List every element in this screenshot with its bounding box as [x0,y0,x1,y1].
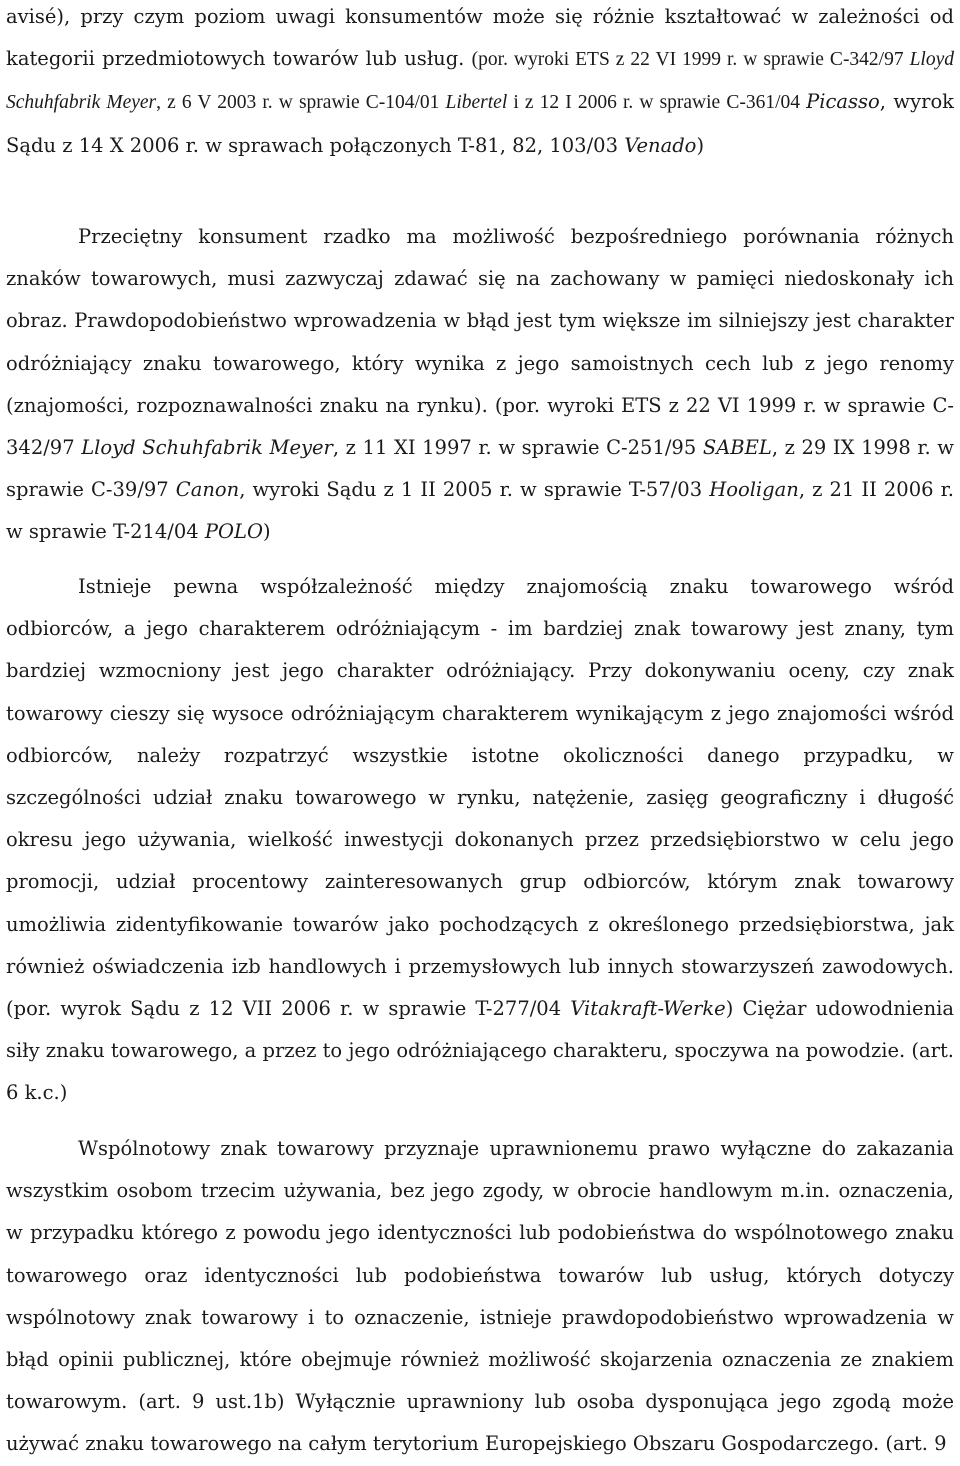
text-run: ) Ciężar udowodnienia siły znaku towarowego, a przez to jego odróżniającego charakteru, spoczywa na powodzie. (art. 6 k.c.) [6,997,954,1105]
case-name: SABEL [702,436,772,460]
paragraph-average-consumer [6,216,954,554]
case-name: Lloyd Schuhfabrik Meyer [81,436,333,460]
case-name: Libertel [445,92,508,114]
paragraph-recognition-distinctiveness [6,566,954,1115]
text-run: , z 11 XI 1997 r. w sprawie C-251/95 [332,436,703,460]
text-run: ) [696,133,705,157]
case-name: Canon [175,478,240,502]
case-name: Lloyd Schuhfabrik Meyer [6,49,954,114]
text-run: , z 21 II 2006 r. w sprawie T-214/04 [6,478,954,544]
case-name: Vitakraft-Werke [570,997,726,1021]
case-name: Venado [624,133,697,157]
text-run: Istnieje pewna współzależność między znajomością znaku towarowego wśród odbiorców, a jego charakterem odróżniającym - im bardziej znak towarowy jest znany, tym bardziej wzmocniony jest jego charakter odróżniający. Przy dokonywaniu oceny, czy znak towarowy cieszy się wysoce odróżniającym charakterem wynikającym z jego znajomości wśród odbiorców, należy rozpatrzyć wszystkie istotne okoliczności danego przypadku, w szczególności udział znaku towarowego w rynku, natężenie, zasięg geograficzny i długość okresu jego używania, wielkość inwestycji dokonanych przez przedsiębiorstwo w celu jego promocji, udział procentowy zainteresowanych grup odbiorców, którym znak towarowy umożliwia zidentyfikowanie towarów jako pochodzących z określonego przedsiębiorstwa, jak również oświadczenia izb handlowych i przemysłowych lub innych stowarzyszeń zawodowych. (por. wyrok Sądu z 12 VII 2006 r. w sprawie T-277/04 [6,575,954,1021]
paragraph-case-law-consumer-attention [6,0,954,167]
text-run: , z 29 IX 1998 r. w sprawie C-39/97 [6,436,954,502]
text-run: ) [262,520,271,544]
text-run: Wspólnotowy znak towarowy przyznaje uprawnionemu prawo wyłączne do zakazania wszystkim osobom trzecim używania, bez jego zgody, w obrocie handlowym m.in. oznaczenia, w przypadku którego z powodu jego identyczności lub podobieństwa do wspólnotowego znaku towarowego oraz identyczności lub podobieństwa towarów lub usług, których dotyczy wspólnotowy znak towarowy i to oznaczenie, istnieje prawdopodobieństwo wprowadzenia w błąd opinii publicznej, które obejmuje również możliwość skojarzenia oznaczenia ze znakiem towarowym. (art. 9 ust.1b) Wyłącznie uprawniony lub osoba dysponująca jego zgodą może używać znaku towarowego na całym terytorium Europejskiego Obszaru Gospodarczego. (art. 9 [6,1137,954,1456]
case-name: POLO [204,520,263,544]
text-run: , z 6 V 2003 r. w sprawie C-104/01 [156,92,446,114]
text-run: i z 12 I 2006 r. w sprawie C-361/04 [507,92,807,114]
case-name: Hooligan [709,478,799,502]
text-run: avisé), przy czym poziom uwagi konsumentów może się różnie kształtować w zależności od kategorii przedmiotowych towarów lub usług. [6,5,954,71]
case-name: Picasso [806,90,880,114]
paragraph-community-trademark-rights [6,1128,954,1466]
text-run: , wyroki Sądu z 1 II 2005 r. w sprawie T-57/03 [239,478,710,502]
text-run: Przeciętny konsument rzadko ma możliwość bezpośredniego porównania różnych znaków towarowych, musi zazwyczaj zdawać się na zachowany w pamięci niedoskonały ich obraz. Prawdopodobieństwo wprowadzenia w błąd jest tym większe im silniejszy jest charakter odróżniający znaku towarowego, który wynika z jego samoistnych cech lub z jego renomy (znajomości, rozpoznawalności znaku na rynku). (por. wyroki ETS z 22 VI 1999 r. w sprawie C-342/97 [6,225,954,460]
text-run: , wyrok Sądu z 14 X 2006 r. w sprawach połączonych T-81, 82, 103/03 [6,90,954,157]
text-run: (por. wyroki ETS z 22 VI 1999 r. w sprawie C-342/97 [471,49,910,71]
